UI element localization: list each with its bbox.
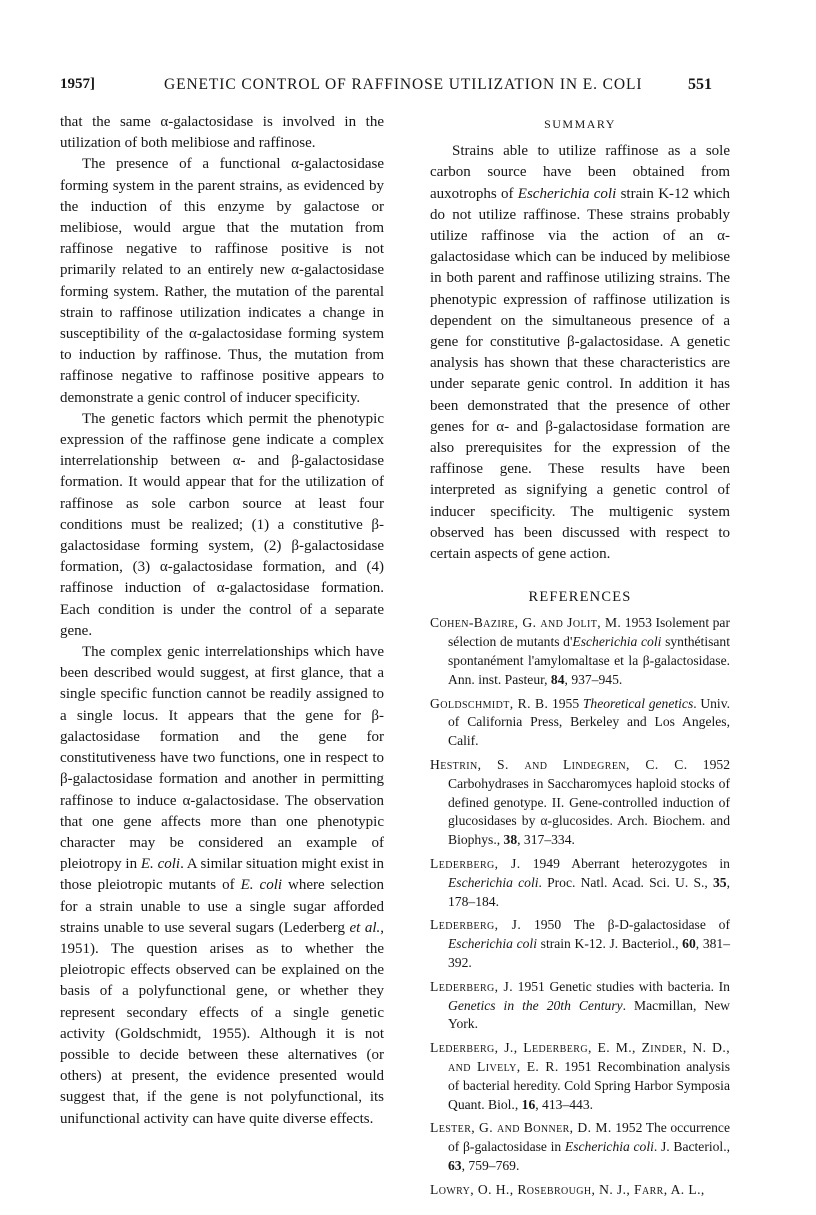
running-title: GENETIC CONTROL OF RAFFINOSE UTILIZATION IN E. COLI <box>164 76 643 93</box>
p4-text-a: The complex genic interrelationships which have been described would suggest, at first glance, that a single specific function cannot be readily assigned to a single locus. It appears that the gene for β-galactosidase formation and the gene for constitutiveness have two functions, one in respect to β-galactosidase formation and another in permitting raffinose to induce α-galactosidase. The observation that one gene affects more than one phenotypic character may be considered an example of pleiotropy in <box>60 644 384 873</box>
reference-authors: Lederberg, J., Lederberg, E. M., Zinder, N. D., and Lively, E. R. <box>430 1040 730 1074</box>
reference-item <box>430 855 730 911</box>
reference-pages: , 317–334. <box>517 832 575 848</box>
reference-authors: Lester, G. and Bonner, D. M. <box>430 1120 612 1136</box>
paragraph-continued: that the same α-galactosidase is involved in the utilization of both melibiose and raffinose. <box>60 114 384 152</box>
reference-authors: Lederberg, J. <box>430 917 522 933</box>
reference-text: . Macmillan, New York. <box>448 997 731 1032</box>
reference-volume: 38 <box>503 832 518 848</box>
reference-pages: , 381–392. <box>448 936 730 971</box>
reference-pages: , 178–184. <box>448 874 730 909</box>
reference-authors: Hestrin, S. and Lindegren, C. C. <box>430 757 688 773</box>
volume-bracket: 1957] <box>60 76 95 92</box>
left-column <box>60 112 384 1130</box>
paragraph-alpha-galactosidase: The presence of a functional α-galactosidase forming system in the parent strains, as evidenced by the induction of this enzyme by galactose or melibiose, would argue that the mutation from raffinose negative to raffinose positive is not primarily related to an entirely new α-galactosidase forming system. Rather, the mutation of the parental strain to raffinose utilization indicates a change in susceptibility of the α-galactosidase forming system to induction by raffinose. Thus, the mutation from raffinose negative to raffinose positive appears to demonstrate a genic control of inducer specificity. <box>60 156 384 406</box>
p4-et-al: et al. <box>349 919 381 936</box>
reference-text: 1955 <box>548 695 583 711</box>
summary-heading: SUMMARY <box>544 117 616 131</box>
reference-italic: Escherichia coli <box>564 1139 654 1155</box>
reference-volume: 16 <box>521 1096 536 1112</box>
reference-volume: 60 <box>682 936 696 952</box>
reference-item <box>430 614 730 689</box>
reference-item <box>430 1181 730 1200</box>
reference-italic: Escherichia coli <box>572 634 662 650</box>
reference-text: 1950 The β-D-galactosidase of <box>521 917 730 933</box>
reference-authors: Lederberg, J. <box>430 978 514 994</box>
reference-text: 1952 The occurrence of β-galactosidase in <box>448 1120 730 1155</box>
reference-pages: , 413–443. <box>535 1096 594 1112</box>
running-header <box>60 76 712 100</box>
reference-text: . J. Bacteriol., <box>653 1139 730 1155</box>
summary-species: Escherichia coli <box>517 185 617 202</box>
summary-text-1: Strains able to utilize raffinose as a sole carbon source have been obtained from auxotrophs of <box>430 143 730 202</box>
references-heading: REFERENCES <box>528 589 632 606</box>
reference-pages: , 759–769. <box>461 1157 520 1173</box>
reference-authors: Lowry, O. H., Rosebrough, N. J., Farr, A. L., <box>430 1181 705 1197</box>
reference-text: . Proc. Natl. Acad. Sci. U. S., <box>538 874 713 890</box>
reference-text: 1951 Genetic studies with bacteria. In <box>513 978 730 994</box>
reference-authors: Goldschmidt, R. B. <box>430 695 549 711</box>
summary-text-2: strain K-12 which do not utilize raffinose. These strains probably utilize raffinose via the action of an α-galactosidase which can be induced by melibiose in both parent and raffinose utilizing strains. The phenotypic expression of raffinose utilization is dependent on the simultaneous presence of a gene for constitutive β-galactosidase. A genetic analysis has shown that these characteristics are under separate genic control. In addition it has been demonstrated that the presence of other genes for α- and β-galactosidase formation are also prerequisites for the expression of the raffinose gene. These results have been interpreted as signifying a genetic control of inducer specificity. The multigenic system observed has been discussed with respect to certain aspects of gene action. <box>430 185 731 563</box>
reference-volume: 84 <box>550 671 565 687</box>
p4-species-1: E. coli <box>140 856 181 873</box>
reference-item <box>430 978 730 1034</box>
reference-authors: Lederberg, J. <box>430 856 521 872</box>
paragraph-genetic-factors: The genetic factors which permit the phenotypic expression of the raffinose gene indicate a complex interrelationship between α- and β-galactosidase formation. It would appear that for the utilization of raffinose as sole carbon source at least four conditions must be realized; (1) a constitutive β-galactosidase forming system, (2) β-galactosidase formation, (3) α-galactosidase formation, and (4) raffinose induction of α-galactosidase formation. Each condition is under the control of a separate gene. <box>60 410 384 639</box>
reference-text: synthétisant spontanément l'amylomaltase et la β-galactosidase. Ann. inst. Pasteur, <box>448 634 731 687</box>
right-column <box>430 112 730 1205</box>
page-number: 551 <box>688 76 712 93</box>
reference-item <box>430 1119 730 1175</box>
reference-italic: Escherichia coli <box>448 936 537 952</box>
reference-italic: Escherichia coli <box>448 874 539 890</box>
reference-volume: 35 <box>713 874 727 890</box>
references-list <box>430 614 730 1199</box>
reference-text: 1953 Isolement par sélection de mutants d' <box>448 615 730 650</box>
reference-text: . Univ. of California Press, Berkeley and Los Angeles, Calif. <box>448 695 731 749</box>
reference-text: 1949 Aberrant heterozygotes in <box>520 856 730 872</box>
p4-text-b: . A similar situation might exist in those pleiotropic mutants of <box>60 856 384 894</box>
p4-text-d: , 1951). The question arises as to whether the pleiotropic effects observed can be explained on the basis of a polyfunctional gene, or whether they represent secondary effects of a single genetic activity (Goldschmidt, 1955). Although it is not possible to decide between these alternatives (or others) at present, the evidence presented would suggest that, if the gene is not polyfunctional, its unifunctional activity can have quite diverse effects. <box>60 919 384 1127</box>
paragraph-genic-interrelationships <box>60 642 384 1130</box>
reference-volume: 63 <box>448 1157 462 1173</box>
reference-item <box>430 756 730 850</box>
reference-item <box>430 695 730 751</box>
reference-item <box>430 916 730 972</box>
reference-authors: Cohen-Bazire, G. and Jolit, M. <box>430 615 622 631</box>
reference-italic: Genetics in the 20th Century <box>448 997 623 1013</box>
reference-text: 1951 Recombination analysis of bacterial heredity. Cold Spring Harbor Symposia Quant. Biol., <box>448 1059 730 1112</box>
reference-text: 1952 Carbohydrases in Saccharomyces haploid stocks of defined genotype. II. Gene-controlled induction of glucosidases by α-glucosides. Arch. Biochem. and Biophys., <box>448 757 730 848</box>
p4-text-c: where selection for a strain unable to use a single sugar afforded strains unable to use several sugars (Lederberg <box>60 877 384 936</box>
reference-pages: , 937–945. <box>564 671 623 687</box>
reference-text: strain K-12. J. Bacteriol., <box>536 936 683 952</box>
p4-species-2: E. coli <box>240 877 283 894</box>
reference-item <box>430 1039 730 1114</box>
summary-paragraph <box>430 141 730 565</box>
reference-italic: Theoretical genetics <box>582 695 694 711</box>
